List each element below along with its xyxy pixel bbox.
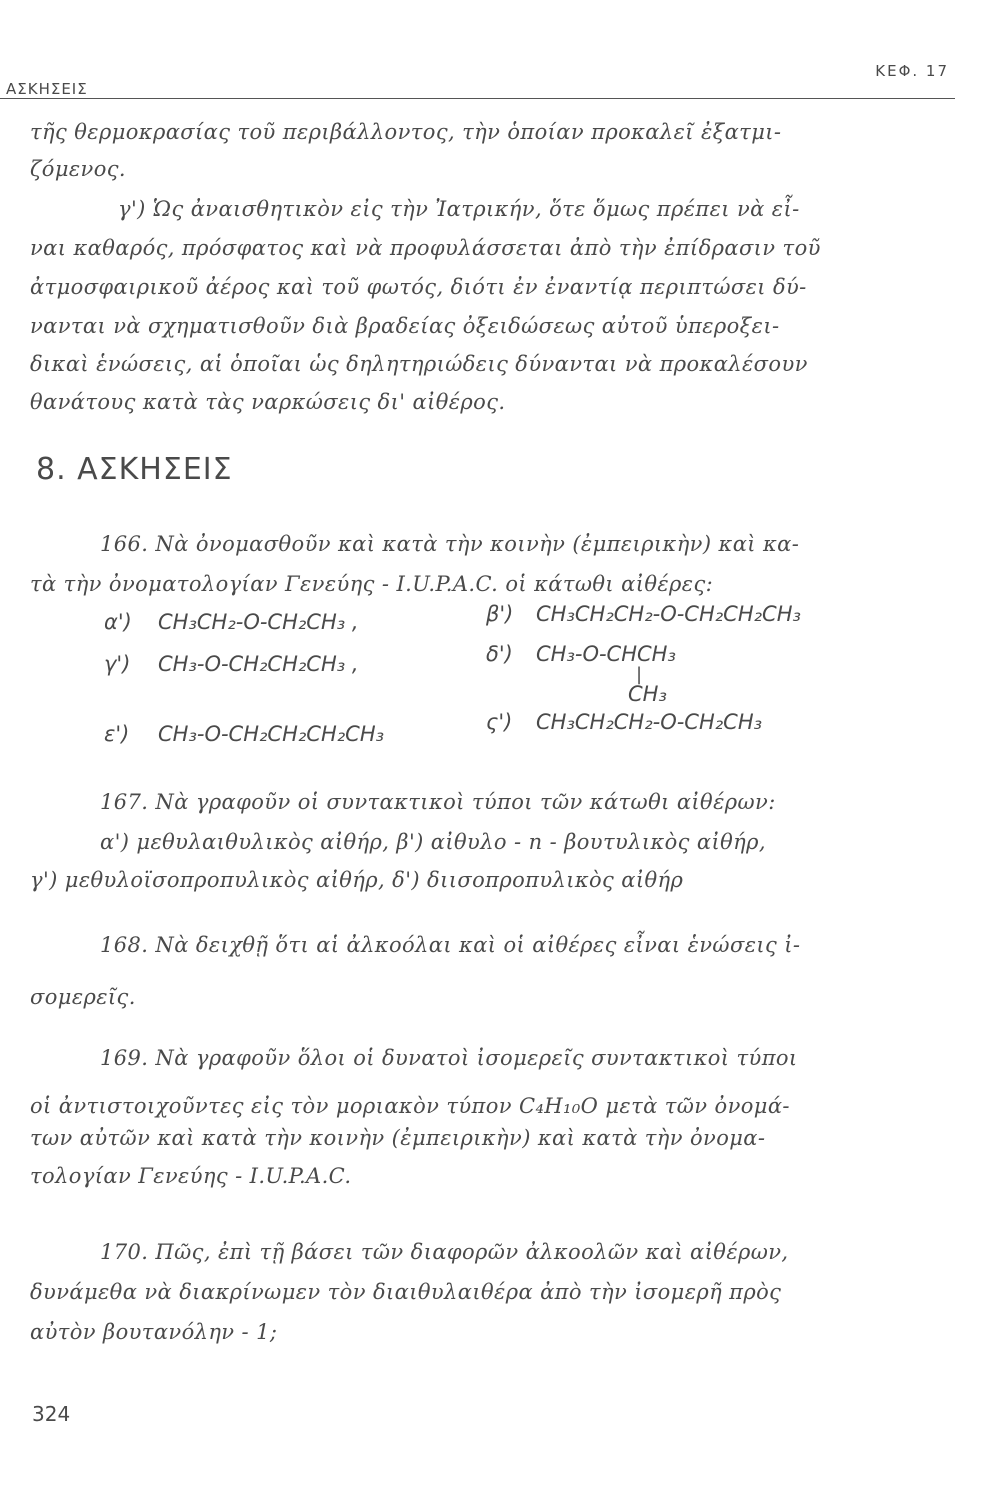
text-line: νανται νὰ σχηματισθοῦν διὰ βραδείας ὀξειδώσεως αὐτοῦ ὑπεροξει- (30, 314, 780, 338)
text-line: θανάτους κατὰ τὰς ναρκώσεις δι' αἰθέρος. (30, 390, 506, 414)
ether-formula: CH₃CH₂-O-CH₂CH₃ , (158, 610, 359, 634)
branch-group: CH₃ (628, 682, 667, 706)
formula-label: ε') (104, 722, 130, 746)
exercise-167-text: γ') μεθυλοϊσοπροπυλικὸς αἰθήρ, δ') διισοπροπυλικὸς αἰθήρ (30, 868, 684, 892)
formula-label: ς') (486, 710, 513, 734)
formula-label: γ') (104, 652, 131, 676)
branch-bond: | (636, 664, 643, 685)
ether-formula: CH₃-O-CHCH₃ (536, 642, 676, 666)
exercise-169-text: 169. Νὰ γραφοῦν ὅλοι οἱ δυνατοὶ ἰσομερεῖς συντακτικοὶ τύποι (100, 1046, 798, 1070)
text-line: ἀτμοσφαιρικοῦ ἀέρος καὶ τοῦ φωτός, διότι ἐν ἐναντίᾳ περιπτώσει δύ- (30, 275, 807, 299)
header-rule (0, 98, 955, 99)
formula-label: δ') (486, 642, 513, 666)
exercise-168-text: 168. Νὰ δειχθῇ ὅτι αἱ ἀλκοόλαι καὶ οἱ αἰθέρες εἶναι ἑνώσεις ἰ- (100, 933, 801, 957)
section-title: 8. ΑΣΚΗΣΕΙΣ (36, 452, 233, 487)
exercise-168-text: σομερεῖς. (30, 985, 136, 1009)
exercise-166-text: τὰ τὴν ὀνοματολογίαν Γενεύης - I.U.P.A.C. οἱ κάτωθι αἰθέρες: (30, 572, 714, 596)
text-line: ζόμενος. (30, 157, 126, 181)
text-line: δικαὶ ἑνώσεις, αἱ ὁποῖαι ὡς δηλητηριώδεις δύνανται νὰ προκαλέσουν (30, 352, 808, 376)
exercise-170-text: δυνάμεθα νὰ διακρίνωμεν τὸν διαιθυλαιθέρα ἀπὸ τὴν ἰσομερῆ πρὸς (30, 1280, 782, 1304)
ether-formula: CH₃-O-CH₂CH₂CH₃ , (158, 652, 359, 676)
exercise-167-text: α') μεθυλαιθυλικὸς αἰθήρ, β') αἰθυλο - n - βουτυλικὸς αἰθήρ, (100, 830, 766, 854)
exercise-170-text: αὐτὸν βουτανόλην - 1; (30, 1320, 278, 1344)
exercise-166-text: 166. Νὰ ὀνομασθοῦν καὶ κατὰ τὴν κοινὴν (ἐμπειρικὴν) καὶ κα- (100, 532, 800, 556)
ether-formula: CH₃CH₂CH₂-O-CH₂CH₃ (536, 710, 763, 734)
exercise-170-text: 170. Πῶς, ἐπὶ τῇ βάσει τῶν διαφορῶν ἀλκοολῶν καὶ αἰθέρων, (100, 1240, 789, 1264)
ether-formula: CH₃-O-CH₂CH₂CH₂CH₃ (158, 722, 385, 746)
exercise-169-text: των αὐτῶν καὶ κατὰ τὴν κοινὴν (ἐμπειρικὴν) καὶ κατὰ τὴν ὀνομα- (30, 1126, 766, 1150)
text-line: γ') Ὡς ἀναισθητικὸν εἰς τὴν Ἰατρικήν, ὅτε ὅμως πρέπει νὰ εἶ- (118, 197, 800, 221)
running-head-chapter: ΚΕΦ. 17 (875, 62, 949, 80)
exercise-169-text: οἱ ἀντιστοιχοῦντες εἰς τὸν μοριακὸν τύπον C₄H₁₀O μετὰ τῶν ὀνομά- (30, 1094, 790, 1118)
exercise-167-text: 167. Νὰ γραφοῦν οἱ συντακτικοὶ τύποι τῶν κάτωθι αἰθέρων: (100, 790, 776, 814)
page-number: 324 (32, 1402, 71, 1426)
formula-label: α') (104, 610, 132, 634)
ether-formula: CH₃CH₂CH₂-O-CH₂CH₂CH₃ (536, 602, 801, 626)
text-line: τῆς θερμοκρασίας τοῦ περιβάλλοντος, τὴν ὁποίαν προκαλεῖ ἐξατμι- (30, 120, 782, 144)
formula-label: β') (486, 602, 514, 626)
exercise-169-text: τολογίαν Γενεύης - I.U.P.A.C. (30, 1164, 352, 1188)
text-line: ναι καθαρός, πρόσφατος καὶ νὰ προφυλάσσεται ἀπὸ τὴν ἐπίδρασιν τοῦ (30, 236, 821, 260)
running-head-section: ΑΣΚΗΣΕΙΣ (6, 80, 88, 98)
